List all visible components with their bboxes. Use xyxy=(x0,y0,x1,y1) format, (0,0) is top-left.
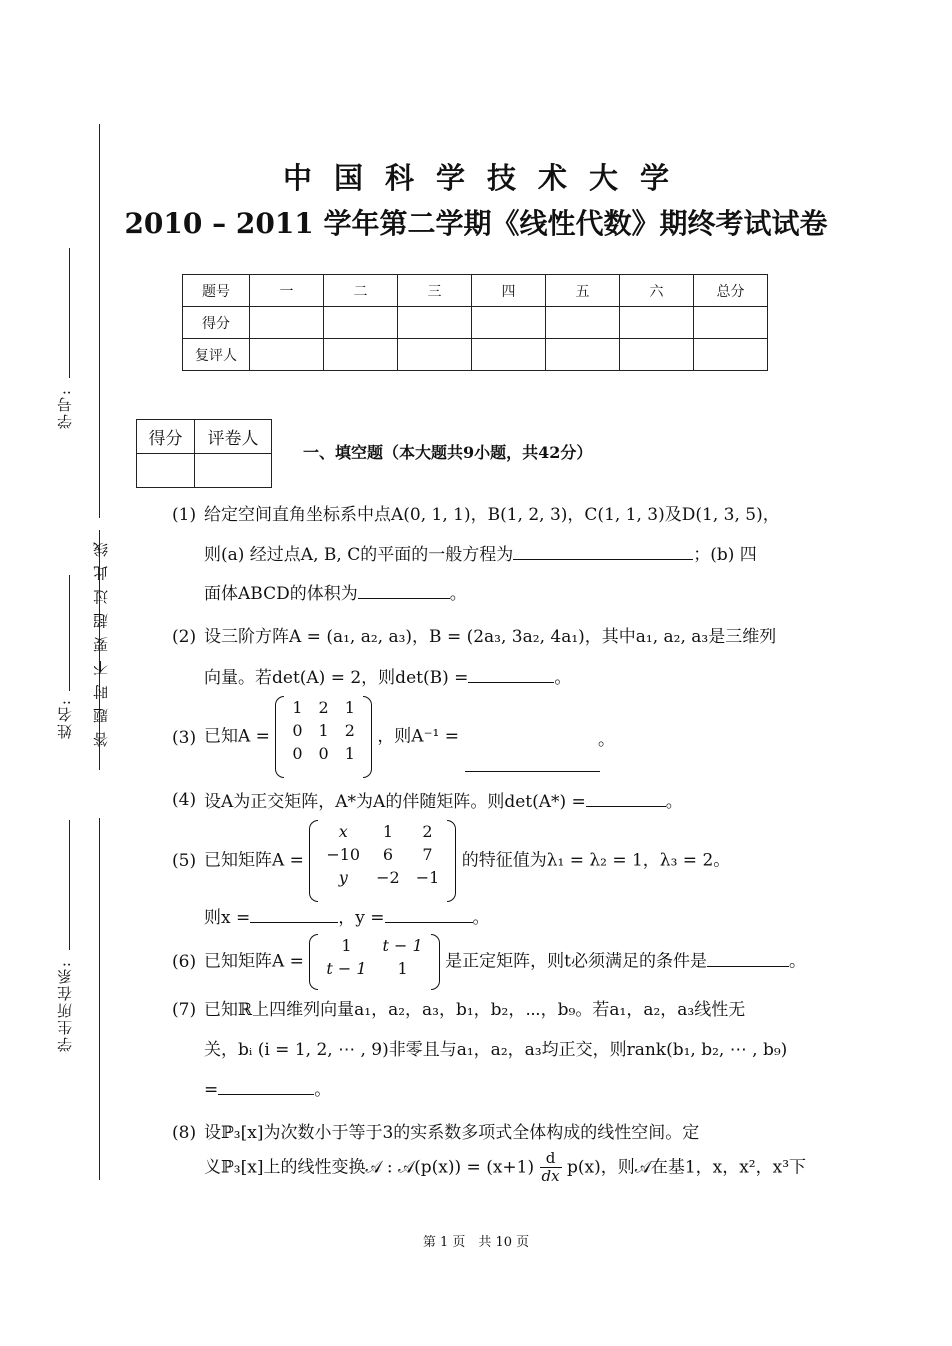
answer-blank xyxy=(358,582,450,599)
score-cell xyxy=(472,307,546,339)
name-label: 姓名: xyxy=(56,698,74,740)
derivative-fraction xyxy=(540,1150,562,1186)
question-5-line-2 xyxy=(204,906,490,928)
question-3-pre-text: 已知A = xyxy=(204,726,270,747)
column-header-3: 三 xyxy=(398,275,472,307)
row-label-question-number: 题号 xyxy=(183,275,250,307)
question-5-pre-text: 已知矩阵A = xyxy=(204,850,304,871)
matrix-cell: x xyxy=(338,822,348,841)
question-6-matrix xyxy=(309,934,439,990)
x-equals-text: 则x = xyxy=(204,908,251,928)
equals-sign: = xyxy=(204,1080,219,1100)
question-5-number: (5) xyxy=(172,851,197,871)
question-2-line-2 xyxy=(204,666,571,688)
score-cell xyxy=(546,307,620,339)
matrix-cell: 1 xyxy=(341,936,352,955)
y-equals-text: ，y = xyxy=(338,908,385,928)
reviewer-cell xyxy=(694,339,768,371)
question-7-line-2: 关，bᵢ (i = 1, 2, ⋯ , 9)非零且与a₁，a₂，a₃均正交，则rank(b₁, b₂, ⋯ , b₉) xyxy=(204,1040,788,1060)
question-6-number: (6) xyxy=(172,952,197,972)
grader-box-score-label: 得分 xyxy=(137,420,195,454)
question-2-text: 向量。若det(A) = 2，则det(B) = xyxy=(204,668,469,688)
column-header-2: 二 xyxy=(324,275,398,307)
question-1-number: (1) xyxy=(172,505,197,525)
period: 。 xyxy=(314,1080,332,1100)
question-4-number: (4) xyxy=(172,790,197,810)
period: 。 xyxy=(472,908,490,928)
question-4-line xyxy=(204,790,683,812)
grader-box-grader-label: 评卷人 xyxy=(195,420,272,454)
reviewer-cell xyxy=(546,339,620,371)
answer-blank xyxy=(465,771,600,772)
score-table-score-row xyxy=(183,307,768,339)
binding-line-bottom xyxy=(99,818,100,1180)
matrix-cell: 7 xyxy=(422,845,433,865)
question-7-line-3 xyxy=(204,1078,331,1100)
reviewer-cell xyxy=(472,339,546,371)
question-2-line-1: 设三阶方阵A = (a₁, a₂, a₃)，B = (2a₃, 3a₂, 4a₁)，其中a₁, a₂, a₃是三维列 xyxy=(204,627,777,647)
question-2-number: (2) xyxy=(172,627,197,647)
matrix-cell: 1 xyxy=(382,822,393,841)
grader-box-grader-cell xyxy=(195,454,272,488)
matrix-cell: −1 xyxy=(415,868,440,888)
question-6-post-text: 是正定矩阵，则t必须满足的条件是 xyxy=(445,951,707,972)
answer-blank xyxy=(250,906,338,923)
question-1-line-3 xyxy=(204,582,467,604)
answer-blank xyxy=(385,906,473,923)
period: 。 xyxy=(554,668,572,688)
dept-label: 学生所在系: xyxy=(56,960,74,1053)
fraction-numerator: d xyxy=(540,1150,562,1168)
matrix-cell: 6 xyxy=(382,845,393,865)
score-cell xyxy=(250,307,324,339)
column-header-total: 总分 xyxy=(694,275,768,307)
matrix-cell: 1 xyxy=(344,744,355,764)
matrix-cell: 2 xyxy=(422,822,433,841)
score-cell xyxy=(398,307,472,339)
column-header-4: 四 xyxy=(472,275,546,307)
matrix-cell: −2 xyxy=(376,868,400,888)
reviewer-cell xyxy=(324,339,398,371)
matrix-cell: 1 xyxy=(397,959,408,979)
matrix-cell: 0 xyxy=(318,744,329,764)
question-3-number: (3) xyxy=(172,728,197,748)
exam-title: 2010 – 2011 学年第二学期《线性代数》期终考试试卷 xyxy=(124,207,828,240)
question-4-text: 设A为正交矩阵，A*为A的伴随矩阵。则det(A*) = xyxy=(204,792,586,812)
answer-blank xyxy=(586,790,666,807)
question-5-post-text: 的特征值为λ₁ = λ₂ = 1，λ₃ = 2。 xyxy=(461,850,731,871)
row-label-score: 得分 xyxy=(183,307,250,339)
column-header-5: 五 xyxy=(546,275,620,307)
question-1-part-b-text: ；(b) 四 xyxy=(693,545,757,565)
question-5-matrix xyxy=(309,820,456,902)
question-3-body xyxy=(204,696,459,778)
question-8-text-a: 义ℙ₃[x]上的线性变换𝒜 : 𝒜(p(x)) = (x+1) xyxy=(204,1157,535,1178)
dept-blank-line xyxy=(69,820,70,950)
answer-blank xyxy=(513,543,693,560)
question-7-number: (7) xyxy=(172,1000,197,1020)
student-id-blank-line xyxy=(69,248,70,378)
matrix-cell: t − 1 xyxy=(382,936,423,955)
score-cell xyxy=(324,307,398,339)
section-title: 一、填空题（本大题共9小题，共42分） xyxy=(303,443,593,462)
matrix-cell: 2 xyxy=(344,721,355,741)
answer-blank xyxy=(707,950,789,967)
reviewer-cell xyxy=(250,339,324,371)
period: 。 xyxy=(665,792,683,812)
score-table-reviewer-row xyxy=(183,339,768,371)
score-table xyxy=(182,274,768,371)
matrix-cell: 2 xyxy=(318,698,329,717)
matrix-cell: t − 1 xyxy=(326,959,367,979)
period: 。 xyxy=(449,584,467,604)
question-6-pre-text: 已知矩阵A = xyxy=(204,951,304,972)
question-1-volume-text: 面体ABCD的体积为 xyxy=(204,584,358,604)
column-header-6: 六 xyxy=(620,275,694,307)
answer-blank xyxy=(468,666,554,683)
question-3-post-text: ，则A⁻¹ = xyxy=(377,726,460,747)
question-1-part-a-text: 则(a) 经过点A, B, C的平面的一般方程为 xyxy=(204,545,514,565)
question-8-line-1: 设ℙ₃[x]为次数小于等于3的实系数多项式全体构成的线性空间。定 xyxy=(204,1123,700,1143)
question-8-line-2 xyxy=(204,1150,806,1186)
page-number: 第 1 页 共 10 页 xyxy=(422,1235,530,1250)
row-label-reviewer: 复评人 xyxy=(183,339,250,371)
matrix-cell: 1 xyxy=(318,721,329,741)
question-5-body xyxy=(204,820,730,902)
score-cell xyxy=(620,307,694,339)
reviewer-cell xyxy=(398,339,472,371)
period: 。 xyxy=(598,730,615,750)
reviewer-cell xyxy=(620,339,694,371)
question-6-body xyxy=(204,934,806,990)
matrix-cell: 1 xyxy=(292,698,303,717)
question-7-line-1: 已知ℝ上四维列向量a₁，a₂，a₃，b₁，b₂，⋯，b₉。若a₁，a₂，a₃线性无 xyxy=(204,1000,746,1020)
matrix-cell: y xyxy=(338,868,348,888)
matrix-cell: 1 xyxy=(344,698,355,717)
university-title: 中国科学技术大学 xyxy=(282,161,691,195)
question-1-line-1: 给定空间直角坐标系中点A(0, 1, 1)，B(1, 2, 3)，C(1, 1, 3)及D(1, 3, 5)， xyxy=(204,505,780,525)
grader-box-score-cell xyxy=(137,454,195,488)
fraction-denominator: dx xyxy=(541,1167,560,1186)
score-cell xyxy=(694,307,768,339)
matrix-cell: 0 xyxy=(292,744,303,764)
question-8-text-b: p(x)，则𝒜在基1，x，x²，x³下 xyxy=(567,1157,807,1178)
question-1-line-2 xyxy=(204,543,757,565)
name-blank-line xyxy=(69,575,70,691)
column-header-1: 一 xyxy=(250,275,324,307)
answer-blank xyxy=(218,1078,314,1095)
question-3-matrix xyxy=(275,696,372,778)
grader-box xyxy=(136,419,272,488)
period: 。 xyxy=(788,951,806,972)
binding-warning-text: 答 题 时 不 要 超 过 此 线 xyxy=(92,540,110,748)
matrix-cell: −10 xyxy=(326,845,361,865)
student-id-label: 学号: xyxy=(56,388,74,430)
matrix-cell: 0 xyxy=(292,721,303,741)
question-8-number: (8) xyxy=(172,1123,197,1143)
score-table-header-row xyxy=(183,275,768,307)
